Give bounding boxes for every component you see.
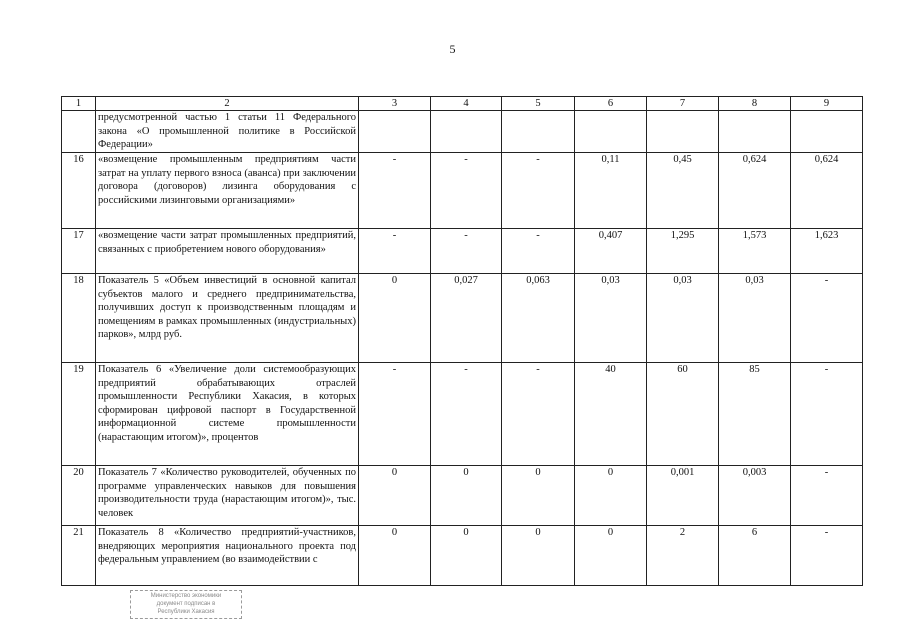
value-cell: 0,624: [791, 153, 863, 229]
value-cell: [431, 111, 502, 153]
table-row: [62, 229, 863, 274]
row-description: Показатель 7 «Количество руководителей, обученных по программе управленческих навыков для повышения производительности труда (нарастающим итогом)», тыс. человек: [96, 466, 359, 526]
header-cell: 2: [96, 97, 359, 111]
table-row: [62, 363, 863, 466]
value-cell: 0,001: [647, 466, 719, 526]
row-number: 19: [62, 363, 96, 466]
header-cell: 3: [359, 97, 431, 111]
row-number: 17: [62, 229, 96, 274]
table-header-row: [62, 97, 863, 111]
row-description: Показатель 8 «Количество предприятий-участников, внедряющих мероприятия национального проекта под федеральным управлением (во взаимодействии с: [96, 526, 359, 586]
row-number: [62, 111, 96, 153]
value-cell: 0,11: [575, 153, 647, 229]
value-cell: 0,03: [719, 274, 791, 363]
value-cell: -: [791, 274, 863, 363]
value-cell: -: [359, 153, 431, 229]
row-number: 21: [62, 526, 96, 586]
value-cell: 0,03: [575, 274, 647, 363]
value-cell: 85: [719, 363, 791, 466]
value-cell: 40: [575, 363, 647, 466]
value-cell: -: [431, 363, 502, 466]
stamp-line: Министерство экономики: [150, 593, 222, 599]
row-description: Показатель 5 «Объем инвестиций в основной капитал субъектов малого и среднего предпринимательства, получивших доступ к производственным площадям и помещениям в рамках промышленных (индустриальных) парков», млрд руб.: [96, 274, 359, 363]
value-cell: 0: [431, 466, 502, 526]
value-cell: -: [502, 363, 575, 466]
value-cell: -: [502, 153, 575, 229]
value-cell: 0,003: [719, 466, 791, 526]
value-cell: 1,573: [719, 229, 791, 274]
row-description: предусмотренной частью 1 статьи 11 Федерального закона «О промышленной политике в Российской Федерации»: [96, 111, 359, 153]
value-cell: 0: [359, 274, 431, 363]
value-cell: 0: [431, 526, 502, 586]
stamp-line: документ подписан в: [156, 601, 216, 607]
value-cell: 0,027: [431, 274, 502, 363]
row-number: 20: [62, 466, 96, 526]
header-cell: 5: [502, 97, 575, 111]
value-cell: 0,624: [719, 153, 791, 229]
value-cell: 0,407: [575, 229, 647, 274]
header-cell: 7: [647, 97, 719, 111]
value-cell: 0: [359, 526, 431, 586]
value-cell: -: [431, 153, 502, 229]
value-cell: 0: [502, 466, 575, 526]
value-cell: 0,063: [502, 274, 575, 363]
value-cell: 6: [719, 526, 791, 586]
value-cell: -: [359, 229, 431, 274]
header-cell: 4: [431, 97, 502, 111]
value-cell: [359, 111, 431, 153]
row-description: Показатель 6 «Увеличение доли системообразующих предприятий обрабатывающих отраслей промышленности Республики Хакасия, в которых сформирован цифровой паспорт в Государственной информационной системе промышленности (нарастающим итогом)», процентов: [96, 363, 359, 466]
row-number: 18: [62, 274, 96, 363]
value-cell: -: [359, 363, 431, 466]
header-cell: 9: [791, 97, 863, 111]
value-cell: 0,45: [647, 153, 719, 229]
value-cell: [502, 111, 575, 153]
row-description: «возмещение части затрат промышленных предприятий, связанных с приобретением нового оборудования»: [96, 229, 359, 274]
table-row: [62, 274, 863, 363]
header-cell: 1: [62, 97, 96, 111]
table-row: [62, 111, 863, 153]
value-cell: -: [502, 229, 575, 274]
indicators-table: [61, 96, 863, 586]
value-cell: 60: [647, 363, 719, 466]
value-cell: 0: [502, 526, 575, 586]
value-cell: [575, 111, 647, 153]
value-cell: -: [791, 466, 863, 526]
stamp-line: Республики Хакасия: [157, 609, 215, 615]
table-row: [62, 526, 863, 586]
value-cell: 2: [647, 526, 719, 586]
row-description: «возмещение промышленным предприятиям части затрат на уплату первого взноса (аванса) при заключении договора (договоров) лизинга оборудования с российскими лизинговыми организациями»: [96, 153, 359, 229]
value-cell: -: [791, 363, 863, 466]
value-cell: 0: [575, 526, 647, 586]
page-number: 5: [449, 42, 456, 56]
header-cell: 6: [575, 97, 647, 111]
value-cell: 0: [575, 466, 647, 526]
row-number: 16: [62, 153, 96, 229]
value-cell: 1,623: [791, 229, 863, 274]
value-cell: 0,03: [647, 274, 719, 363]
value-cell: 0: [359, 466, 431, 526]
value-cell: [791, 111, 863, 153]
value-cell: -: [431, 229, 502, 274]
value-cell: [719, 111, 791, 153]
value-cell: -: [791, 526, 863, 586]
value-cell: 1,295: [647, 229, 719, 274]
table-row: [62, 466, 863, 526]
header-cell: 8: [719, 97, 791, 111]
value-cell: [647, 111, 719, 153]
signature-stamp: [130, 590, 242, 619]
table-row: [62, 153, 863, 229]
